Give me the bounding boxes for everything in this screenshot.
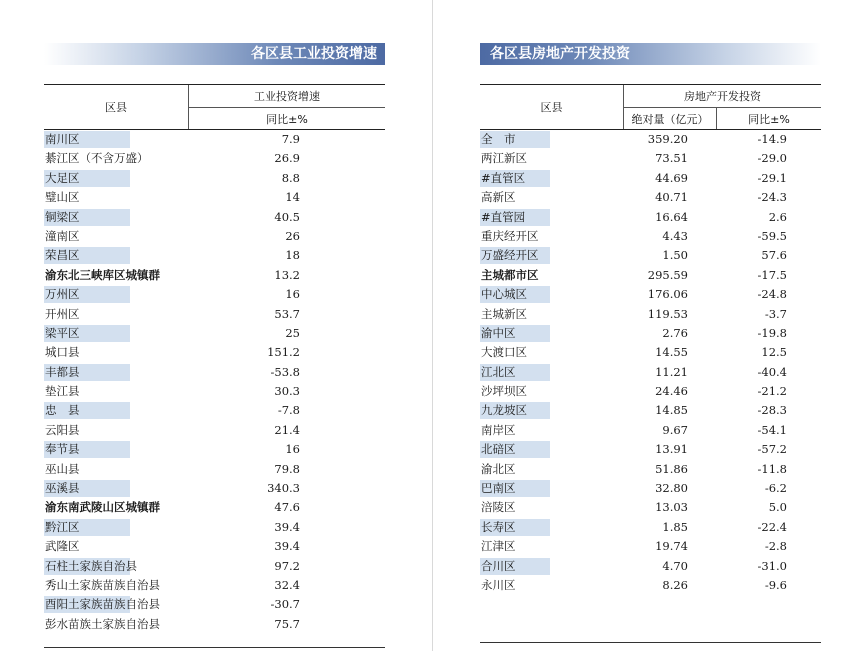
table-row xyxy=(480,460,821,479)
district-name: 全 市 xyxy=(481,132,516,146)
table-row xyxy=(44,149,385,168)
yoy-value: -24.3 xyxy=(757,190,787,205)
table-row xyxy=(44,440,385,459)
table-row xyxy=(480,266,821,285)
absolute-value: 32.80 xyxy=(655,481,688,496)
yoy-value: 2.6 xyxy=(768,209,787,224)
district-name: 潼南区 xyxy=(45,228,80,243)
table-row xyxy=(44,305,385,324)
yoy-value: -14.9 xyxy=(757,132,787,146)
absolute-value: 295.59 xyxy=(647,267,688,282)
district-name: #直管区 xyxy=(481,170,526,185)
district-name: 开州区 xyxy=(45,306,80,321)
district-name: 沙坪坝区 xyxy=(481,384,527,399)
section-title-bar xyxy=(44,43,385,65)
district-name: 两江新区 xyxy=(481,151,527,166)
absolute-value: 13.03 xyxy=(655,500,688,515)
table-row xyxy=(44,421,385,440)
district-name: 涪陵区 xyxy=(481,500,516,515)
yoy-value: -2.8 xyxy=(764,539,787,554)
yoy-value: 5.0 xyxy=(768,500,787,515)
growth-value: 32.4 xyxy=(274,577,300,592)
district-name: 南岸区 xyxy=(481,422,516,437)
district-name: 石柱土家族自治县 xyxy=(45,558,137,573)
district-name: 奉节县 xyxy=(45,442,80,457)
yoy-value: -28.3 xyxy=(757,403,787,418)
table-bottom-rule xyxy=(480,642,821,643)
section-title-bar xyxy=(480,43,821,65)
yoy-value: -21.2 xyxy=(757,384,787,399)
table-row xyxy=(44,188,385,207)
yoy-value: -54.1 xyxy=(757,422,787,437)
yoy-value: 57.6 xyxy=(761,248,787,263)
district-name: 主城新区 xyxy=(481,306,527,321)
growth-value: 47.6 xyxy=(274,500,300,515)
district-name: 梁平区 xyxy=(45,325,80,340)
header-absolute: 绝对量（亿元） xyxy=(631,112,709,126)
district-name: 渝东南武陵山区城镇群 xyxy=(45,500,160,515)
district-name: 璧山区 xyxy=(45,190,80,205)
absolute-value: 40.71 xyxy=(655,190,688,205)
growth-value: 97.2 xyxy=(274,558,300,573)
table-row xyxy=(480,130,821,149)
table-row xyxy=(44,285,385,304)
district-name: 南川区 xyxy=(45,132,80,146)
yoy-value: -22.4 xyxy=(757,519,787,534)
district-name: 丰都县 xyxy=(45,364,80,379)
district-name: 黔江区 xyxy=(45,519,80,534)
district-name: 綦江区（不含万盛） xyxy=(45,151,149,166)
table-bottom-rule xyxy=(44,647,385,648)
district-name: 九龙坡区 xyxy=(481,403,527,418)
absolute-value: 14.55 xyxy=(655,345,688,360)
growth-value: -30.7 xyxy=(270,597,300,612)
table-row xyxy=(44,208,385,227)
growth-value: 8.8 xyxy=(281,170,300,185)
district-name: 万盛经开区 xyxy=(481,248,539,263)
district-name: 高新区 xyxy=(481,190,516,205)
district-name: 渝东北三峡库区城镇群 xyxy=(45,267,160,282)
absolute-value: 359.20 xyxy=(647,132,688,146)
table-row xyxy=(480,498,821,517)
district-name: 渝北区 xyxy=(481,461,516,476)
table-row xyxy=(44,537,385,556)
yoy-value: -57.2 xyxy=(757,442,787,457)
section-title: 各区县房地产开发投资 xyxy=(490,46,630,62)
district-name: 巴南区 xyxy=(481,481,516,496)
header-district: 区县 xyxy=(540,101,563,114)
table-row xyxy=(480,208,821,227)
yoy-value: -6.2 xyxy=(764,481,787,496)
table-row xyxy=(480,518,821,537)
absolute-value: 11.21 xyxy=(655,364,688,379)
yoy-value: -59.5 xyxy=(757,228,787,243)
district-name: 北碚区 xyxy=(481,442,516,457)
growth-value: 79.8 xyxy=(274,461,300,476)
growth-value: 21.4 xyxy=(274,422,300,437)
district-name: 重庆经开区 xyxy=(481,228,539,243)
table-row xyxy=(480,285,821,304)
yoy-value: 12.5 xyxy=(761,345,787,360)
district-name: 彭水苗族土家族自治县 xyxy=(45,616,160,631)
absolute-value: 8.26 xyxy=(662,577,688,592)
district-name: 万州区 xyxy=(45,287,80,302)
growth-value: 39.4 xyxy=(274,519,300,534)
district-name: 中心城区 xyxy=(481,287,527,302)
absolute-value: 176.06 xyxy=(647,287,688,302)
header-district: 区县 xyxy=(105,101,127,114)
absolute-value: 9.67 xyxy=(662,422,688,437)
absolute-value: 119.53 xyxy=(647,306,688,321)
table-row xyxy=(44,460,385,479)
district-name: 荣昌区 xyxy=(45,248,80,263)
yoy-value: -24.8 xyxy=(757,287,787,302)
yoy-value: -11.8 xyxy=(757,461,787,476)
district-name: 垫江县 xyxy=(45,384,80,399)
absolute-value: 4.70 xyxy=(662,558,688,573)
table-row xyxy=(44,595,385,614)
absolute-value: 51.86 xyxy=(655,461,688,476)
district-name: 长寿区 xyxy=(481,519,516,534)
yoy-value: -31.0 xyxy=(757,558,787,573)
growth-value: 151.2 xyxy=(267,345,300,360)
absolute-value: 2.76 xyxy=(662,325,688,340)
table-row xyxy=(44,343,385,362)
district-name: 武隆区 xyxy=(45,539,80,554)
table-header xyxy=(480,84,821,130)
absolute-value: 4.43 xyxy=(662,228,688,243)
absolute-value: 44.69 xyxy=(655,170,688,185)
table-row xyxy=(44,130,385,149)
table-row xyxy=(480,343,821,362)
table-row xyxy=(44,615,385,634)
table-row xyxy=(44,518,385,537)
table-row xyxy=(44,266,385,285)
growth-value: 16 xyxy=(285,442,300,457)
growth-value: 7.9 xyxy=(281,132,300,146)
growth-value: 26.9 xyxy=(274,151,300,166)
district-name: 永川区 xyxy=(481,577,516,592)
table-row xyxy=(480,479,821,498)
table-row xyxy=(480,421,821,440)
yoy-value: -9.6 xyxy=(764,577,787,592)
growth-value: 13.2 xyxy=(274,267,300,282)
district-name: 酉阳土家族苗族自治县 xyxy=(45,597,160,612)
table-row xyxy=(44,382,385,401)
district-name: 忠 县 xyxy=(45,403,80,418)
district-name: 江津区 xyxy=(481,539,516,554)
growth-value: 26 xyxy=(285,228,300,243)
table-row xyxy=(44,557,385,576)
district-name: 渝中区 xyxy=(481,325,516,340)
table-row xyxy=(480,440,821,459)
absolute-value: 19.74 xyxy=(655,539,688,554)
yoy-value: -3.7 xyxy=(764,306,787,321)
table-row xyxy=(44,401,385,420)
absolute-value: 1.50 xyxy=(662,248,688,263)
table-row xyxy=(44,479,385,498)
growth-value: 340.3 xyxy=(267,481,300,496)
district-name: 大足区 xyxy=(45,170,80,185)
absolute-value: 14.85 xyxy=(655,403,688,418)
growth-value: 25 xyxy=(285,325,300,340)
district-name: 合川区 xyxy=(481,558,516,573)
table-row xyxy=(480,324,821,343)
table-row xyxy=(44,169,385,188)
absolute-value: 73.51 xyxy=(655,151,688,166)
district-name: #直管园 xyxy=(481,209,526,224)
growth-value: 16 xyxy=(285,287,300,302)
yoy-value: -17.5 xyxy=(757,267,787,282)
table-row xyxy=(480,227,821,246)
table-row xyxy=(480,169,821,188)
table-row xyxy=(480,363,821,382)
district-name: 大渡口区 xyxy=(481,345,527,360)
table-body xyxy=(480,130,821,595)
district-name: 云阳县 xyxy=(45,422,80,437)
table-header xyxy=(44,84,385,130)
table-row xyxy=(480,401,821,420)
absolute-value: 13.91 xyxy=(655,442,688,457)
yoy-value: -19.8 xyxy=(757,325,787,340)
district-name: 江北区 xyxy=(481,364,516,379)
table-row xyxy=(44,324,385,343)
table-row xyxy=(480,149,821,168)
section-title: 各区县工业投资增速 xyxy=(251,46,377,62)
growth-value: 75.7 xyxy=(274,616,300,631)
growth-value: -7.8 xyxy=(277,403,300,418)
header-yoy: 同比±% xyxy=(266,112,308,126)
table-row xyxy=(480,188,821,207)
absolute-value: 1.85 xyxy=(662,519,688,534)
table-row xyxy=(44,498,385,517)
growth-value: -53.8 xyxy=(270,364,300,379)
absolute-value: 24.46 xyxy=(655,384,688,399)
growth-value: 39.4 xyxy=(274,539,300,554)
growth-value: 14 xyxy=(285,190,300,205)
table-row xyxy=(480,305,821,324)
district-name: 巫山县 xyxy=(45,461,80,476)
growth-value: 53.7 xyxy=(274,306,300,321)
district-name: 巫溪县 xyxy=(45,481,80,496)
table-row xyxy=(480,382,821,401)
header-yoy: 同比±% xyxy=(748,112,790,126)
yoy-value: -29.1 xyxy=(757,170,787,185)
table-row xyxy=(44,246,385,265)
page-gutter xyxy=(432,0,433,651)
absolute-value: 16.64 xyxy=(655,209,688,224)
table-row xyxy=(44,227,385,246)
yoy-value: -40.4 xyxy=(757,364,787,379)
district-name: 城口县 xyxy=(45,345,80,360)
header-group: 工业投资增速 xyxy=(254,90,320,103)
district-name: 秀山土家族苗族自治县 xyxy=(45,577,160,592)
table-row xyxy=(44,576,385,595)
yoy-value: -29.0 xyxy=(757,151,787,166)
district-name: 主城都市区 xyxy=(481,267,539,282)
table-row xyxy=(480,557,821,576)
header-group: 房地产开发投资 xyxy=(684,90,761,103)
table-row xyxy=(480,246,821,265)
table-body xyxy=(44,130,385,634)
table-row xyxy=(44,363,385,382)
table-row xyxy=(480,576,821,595)
district-name: 铜梁区 xyxy=(45,209,80,224)
table-row xyxy=(480,537,821,556)
growth-value: 18 xyxy=(285,248,300,263)
growth-value: 30.3 xyxy=(274,384,300,399)
growth-value: 40.5 xyxy=(274,209,300,224)
